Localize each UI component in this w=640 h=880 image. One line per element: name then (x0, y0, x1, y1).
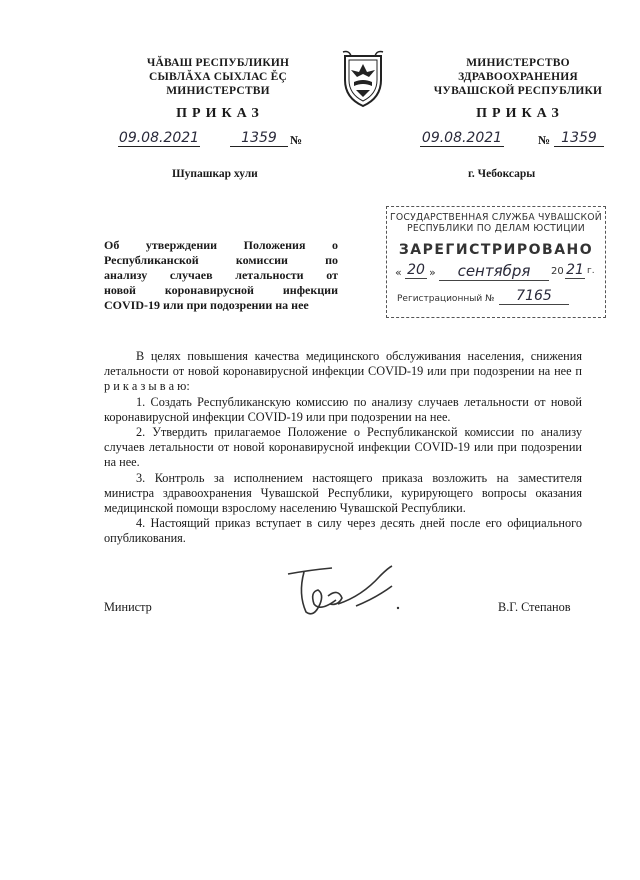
signature-name: В.Г. Степанов (498, 600, 571, 614)
right-header-line1: МИНИСТЕРСТВО (466, 57, 570, 69)
left-header (118, 56, 318, 98)
left-order-number: 1359 (230, 130, 288, 147)
document-title-line1: Об утверждении Положения о (104, 238, 338, 252)
body-item-1: 1. Создать Республиканскую комиссию по анализу случаев летальности от новой коронавирусной инфекции COVID-19 или при подозрении на нее. (104, 394, 582, 424)
stamp-reg-number: 7165 (499, 288, 569, 305)
document-title-line3: анализу случаев летальности от (104, 268, 338, 282)
right-header-line3: ЧУВАШСКОЙ РЕСПУБЛИКИ (433, 85, 603, 97)
right-order-city: г. Чебоксары (468, 168, 536, 180)
handwritten-signature (280, 560, 420, 630)
body-item-3: 3. Контроль за исполнением настоящего приказа возложить на заместителя министра здравоохранения Чувашской Республики, курирующего вопросы оказания медицинской помощи взрослому населению Чувашской Республики. (104, 470, 582, 516)
stamp-year-prefix: 20 (551, 266, 564, 277)
registration-stamp (386, 206, 606, 318)
document-body (104, 349, 582, 547)
stamp-quote-close: » (429, 266, 436, 279)
right-order-number: 1359 (554, 130, 604, 147)
stamp-line2: РЕСПУБЛИКИ ПО ДЕЛАМ ЮСТИЦИИ (407, 223, 585, 234)
left-order-title: ПРИКАЗ (176, 106, 264, 121)
left-header-line2: СЫВЛĂХА СЫХЛАС ĔÇ (149, 71, 287, 83)
left-order-number-sign: № (290, 133, 303, 147)
stamp-date-row (387, 262, 605, 284)
body-intro: В целях повышения качества медицинского обслуживания населения, снижения летальности от новой коронавирусной инфекции COVID-19 или при подозрении на нее п р и к а з ы в а ю: (104, 349, 582, 394)
left-order-city: Шупашкар хули (172, 168, 258, 180)
stamp-year-unit: г. (587, 266, 595, 276)
stamp-reg-row (387, 288, 605, 308)
left-header-line1: ЧĂВАШ РЕСПУБЛИКИН (146, 57, 290, 69)
stamp-reg-label: Регистрационный № (397, 294, 495, 304)
right-order-title: ПРИКАЗ (476, 106, 564, 121)
document-title (104, 238, 338, 313)
document-title-line2: Республиканской комиссии по (104, 253, 338, 267)
body-item-4: 4. Настоящий приказ вступает в силу через десять дней после его официального опубликования. (104, 516, 582, 546)
stamp-quote-open: « (395, 266, 402, 279)
coat-of-arms-emblem (341, 50, 385, 108)
right-header (418, 56, 618, 98)
stamp-month: сентября (439, 262, 549, 281)
stamp-year-suffix: 21 (566, 262, 584, 278)
stamp-day: 20 (405, 262, 427, 279)
document-title-line4: новой коронавирусной инфекции (104, 283, 338, 297)
right-order-date-number (420, 130, 620, 150)
right-order-date: 09.08.2021 (421, 130, 503, 146)
left-order-date-number (118, 130, 318, 150)
right-order-number-sign: № (538, 133, 551, 147)
left-order-date: 09.08.2021 (118, 130, 200, 146)
right-header-line2: ЗДРАВООХРАНЕНИЯ (458, 71, 578, 83)
stamp-line1: ГОСУДАРСТВЕННАЯ СЛУЖБА ЧУВАШСКОЙ (390, 212, 602, 223)
left-header-line3: МИНИСТЕРСТВИ (166, 85, 270, 97)
signature-position: Министр (104, 600, 152, 614)
stamp-status: ЗАРЕГИСТРИРОВАНО (398, 242, 594, 258)
document-title-line5: COVID-19 или при подозрении на нее (104, 298, 309, 312)
body-item-2: 2. Утвердить прилагаемое Положение о Республиканской комиссии по анализу случаев летальности от новой коронавирусной инфекции COVID-19 или при подозрении на нее. (104, 425, 582, 470)
